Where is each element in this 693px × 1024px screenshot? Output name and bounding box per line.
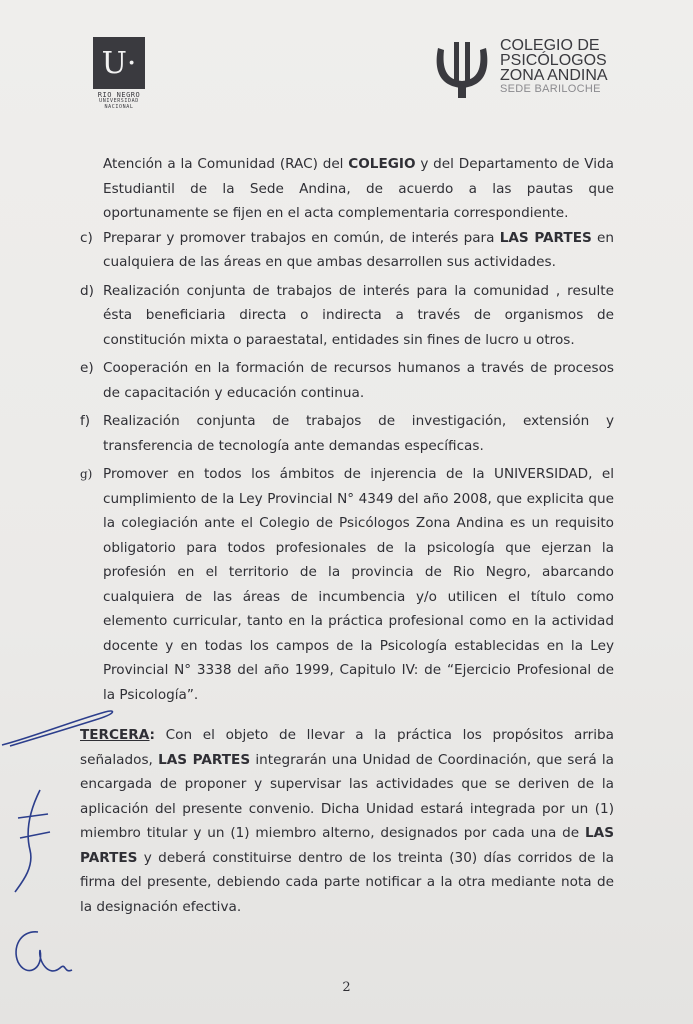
unrn-logo-line3: NACIONAL: [104, 103, 134, 110]
list-marker: f): [80, 413, 91, 429]
unrn-logo: [93, 37, 145, 110]
cp-logo-line3: ZONA ANDINA: [500, 67, 608, 84]
list-item-text: Cooperación en la formación de recursos humanos a través de procesos de capacitación y educación continua.: [103, 360, 614, 401]
list-marker: e): [80, 360, 94, 376]
list-marker: g): [80, 467, 93, 481]
clause-colon: :: [149, 727, 155, 743]
clause-bold: LAS PARTES: [80, 825, 614, 866]
list-item-text: en cualquiera de las áreas en que ambas desarrollen sus actividades.: [103, 229, 614, 270]
page-number: 2: [342, 980, 351, 995]
document-body: [80, 152, 614, 919]
list-item-bold: LAS PARTES: [499, 229, 592, 246]
colegio-psicologos-logo: [430, 38, 610, 104]
intro-text-c: y del Departamento de Vida Estudiantil de la Sede Andina, de acuerdo a las pautas que oportunamente se fijen en el acta complementaria correspondiente.: [103, 156, 614, 221]
list-item-text: Promover en todos los ámbitos de injerencia de la UNIVERSIDAD, el cumplimiento de la Ley Provincial N° 4349 del año 2008, que explicita que la colegiación ante el Colegio de Psicólogos Zona Andina es un requisito obligatorio para todos profesionales de la psicología que ejerzan la profesión en el territorio de la provincia de Rio Negro, abarcando cualquiera de las áreas de incumbencia y/o utilicen el título como elemento curricular, tanto en la práctica profesional como en la actividad docente y en todas los campos de la Psicología establecidas en la Ley Provincial N° 3338 del año 1999, Capitulo IV: de “Ejercicio Profesional de la Psicología”.: [103, 466, 614, 703]
unrn-logo-line1: RIO NEGRO: [97, 91, 141, 99]
clause-text: Con el objeto de llevar a la práctica los propósitos arriba señalados,: [80, 727, 614, 768]
list-marker: c): [80, 229, 93, 246]
list-item-e: [80, 356, 614, 405]
unrn-logo-mark: U·: [93, 37, 145, 89]
psi-symbol-icon: [430, 38, 494, 102]
cp-logo-line2: PSICÓLOGOS: [500, 52, 607, 69]
list-item-f: [80, 409, 614, 458]
list-item-g: [80, 462, 614, 707]
intro-bold: COLEGIO: [348, 156, 416, 172]
clause-bold: LAS PARTES: [158, 751, 251, 768]
clause-text: integrarán una Unidad de Coordinación, que será la encargada de proponer y supervisar las actividades que se deriven de la aplicación del presente convenio. Dicha Unidad estará integrada por un (1) miembro titular y un (1) miembro alterno, designados por cada una de: [80, 751, 614, 841]
list-marker: d): [80, 282, 94, 299]
list-item-d: [80, 279, 614, 353]
list-item-c: [80, 226, 614, 275]
list-item-text: Realización conjunta de trabajos de interés para la comunidad , resulte ésta beneficiaria directa o indirecta a través de organismos de constitución mixta o paraestatal, entidades sin fines de lucro u otros.: [103, 282, 614, 348]
clause-tercera: [80, 723, 614, 919]
list-item-text: Realización conjunta de trabajos de investigación, extensión y transferencia de tecnología ante demandas específicas.: [103, 413, 614, 454]
list-item-text: Preparar y promover trabajos en común, de interés para: [103, 229, 500, 246]
unrn-logo-line2: UNIVERSIDAD: [99, 98, 139, 105]
clause-label: TERCERA: [80, 727, 150, 743]
intro-text-a: Atención a la Comunidad (RAC) del: [103, 156, 349, 172]
clause-text: y deberá constituirse dentro de los treinta (30) días corridos de la firma del presente, debiendo cada parte notificar a la otra mediante nota de la designación efectiva.: [80, 849, 614, 915]
cp-logo-line1: COLEGIO DE: [500, 37, 600, 54]
cp-logo-line4: SEDE BARILOCHE: [500, 83, 601, 95]
intro-paragraph: [80, 152, 614, 226]
